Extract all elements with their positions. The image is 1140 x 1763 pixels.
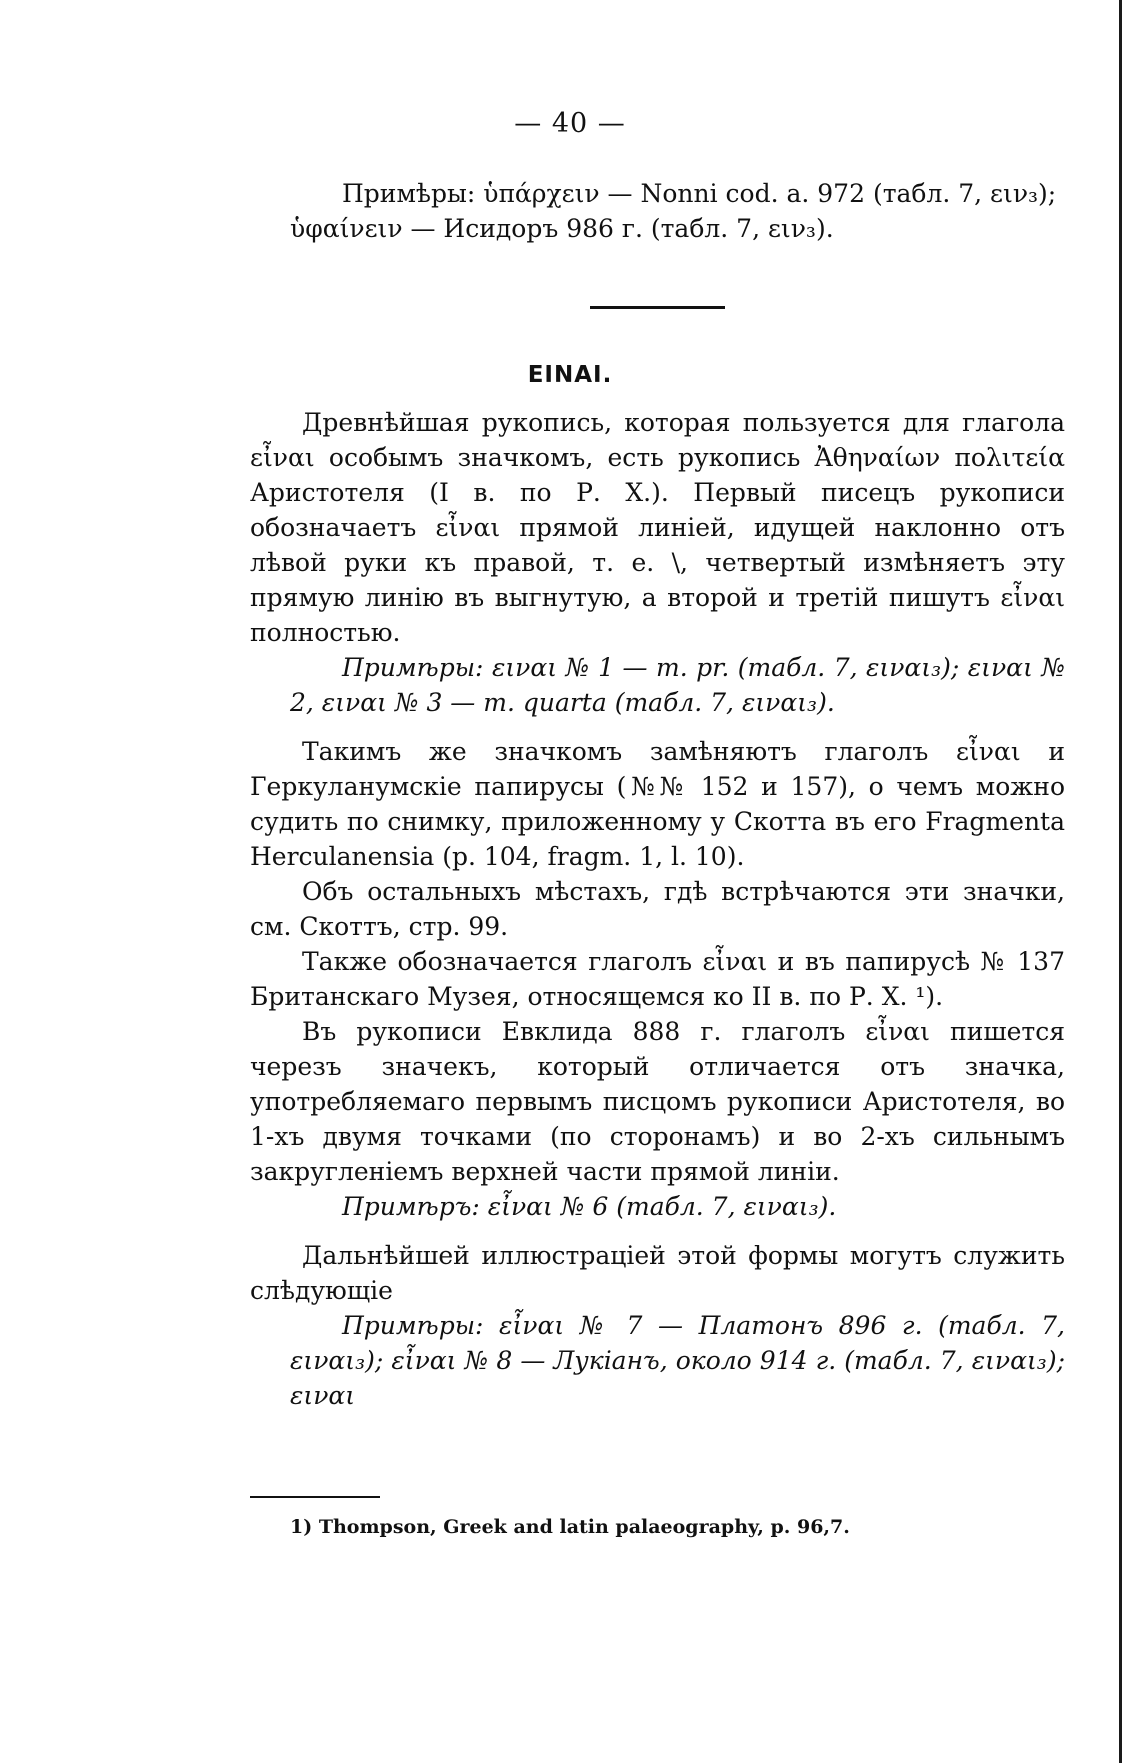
intro-examples-line1: Примѣры: ὑπάρχειν — Nonni cod. a. 972 (табл. 7, ειν₃); (342, 179, 1057, 208)
section-heading: ΕΙΝΑΙ. (527, 362, 613, 388)
page-number: — 40 — (514, 108, 626, 139)
examples-3: Примѣры: εἶναι № 7 — Платонъ 896 г. (табл. 7, ειναι₃); εἶναι № 8 — Лукіанъ, около 914 г. (табл. 7, ειναι₃); ειναι (290, 1311, 1065, 1410)
footnote: 1) Thompson, Greek and latin palaeography, p. 96,7. (290, 1516, 850, 1538)
example-2: Примѣръ: εἶναι № 6 (табл. 7, ειναι₃). (342, 1192, 837, 1221)
paragraph-5: Въ рукописи Евклида 888 г. глаголъ εἶναι пишется черезъ значекъ, который отличается отъ значка, употребляемаго первымъ писцомъ рукописи Аристотеля, во 1-хъ двумя точками (по сторонамъ) и во 2-хъ сильнымъ закругленіемъ верхней части прямой линіи. (250, 1017, 1065, 1186)
paragraph-3: Объ остальныхъ мѣстахъ, гдѣ встрѣчаются эти значки, см. Скоттъ, стр. 99. (250, 877, 1065, 941)
paragraph-2: Такимъ же значкомъ замѣняютъ глаголъ εἶναι и Геркуланумскіе папирусы (№№ 152 и 157), о чемъ можно судить по снимку, приложенному у Скотта въ его Fragmenta Herculanensia (p. 104, fragm. 1, l. 10). (250, 737, 1065, 871)
footnote-divider (250, 1496, 380, 1498)
intro-examples (250, 176, 1065, 246)
section-divider (590, 306, 725, 309)
paragraph-4: Также обозначается глаголъ εἶναι и въ папирусѣ № 137 Британскаго Музея, относящемся ко II в. по Р. Х. ¹). (250, 947, 1065, 1011)
examples-1: Примѣры: ειναι № 1 — m. pr. (табл. 7, ειναι₃); ειναι № 2, ειναι № 3 — m. quarta (табл. 7, ειναι₃). (290, 653, 1065, 717)
paragraph-1: Древнѣйшая рукопись, которая пользуется для глагола εἶναι особымъ значкомъ, есть рукопись Ἀθηναίων πολιτεία Аристотеля (I в. по Р. Х.). Первый писецъ рукописи обозначаетъ εἶναι прямой линіей, идущей наклонно отъ лѣвой руки къ правой, т. е. \, четвертый измѣняетъ эту прямую линію въ выгнутую, а второй и третій пишутъ εἶναι полностью. (250, 408, 1065, 647)
page-edge-line (1119, 0, 1122, 1763)
intro-examples-line2: ὑφαίνειν — Исидоръ 986 г. (табл. 7, ειν₃). (290, 214, 834, 243)
paragraph-6: Дальнѣйшей иллюстраціей этой формы могутъ служить слѣдующіе (250, 1241, 1065, 1305)
main-text (250, 405, 1065, 1413)
